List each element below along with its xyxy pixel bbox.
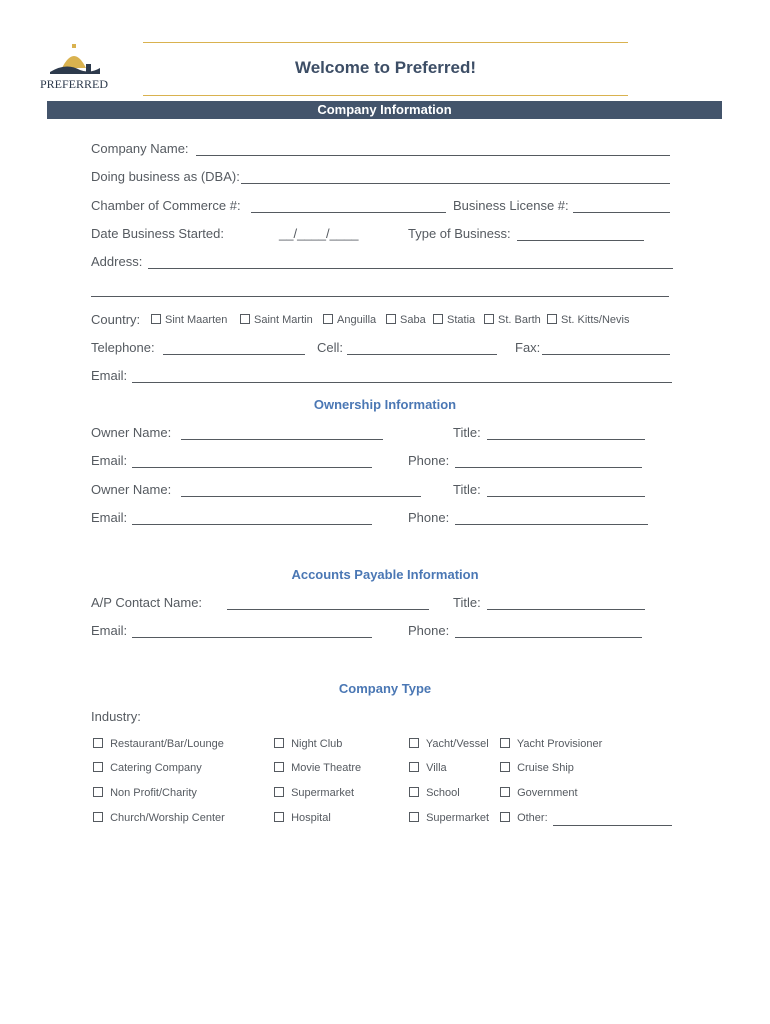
checkbox-icon	[323, 314, 333, 324]
checkbox-icon	[547, 314, 557, 324]
industry-option[interactable]: Restaurant/Bar/Lounge	[93, 738, 224, 750]
checkbox-icon	[93, 812, 103, 822]
country-option[interactable]: Saint Martin	[240, 314, 313, 326]
email-label: Email:	[91, 368, 128, 383]
owner-email-label-2: Email:	[91, 510, 128, 525]
checkbox-icon	[409, 762, 419, 772]
country-option[interactable]: Sint Maarten	[151, 314, 227, 326]
dba-label: Doing business as (DBA):	[91, 169, 240, 184]
date-started-field[interactable]: __/____/____	[279, 226, 359, 241]
checkbox-icon	[500, 812, 510, 822]
chamber-field[interactable]	[251, 212, 446, 213]
ownership-heading: Ownership Information	[313, 397, 457, 412]
ap-email-label: Email:	[91, 623, 128, 638]
checkbox-icon	[274, 738, 284, 748]
owner-name-field[interactable]	[181, 439, 383, 440]
checkbox-icon	[500, 787, 510, 797]
industry-option[interactable]: Yacht/Vessel	[409, 738, 489, 750]
checkbox-icon	[93, 787, 103, 797]
industry-option[interactable]: School	[409, 787, 460, 799]
industry-label: Industry:	[91, 709, 141, 724]
owner-name-field-2[interactable]	[181, 496, 421, 497]
fax-label: Fax:	[515, 340, 541, 355]
owner-title-field-2[interactable]	[487, 496, 645, 497]
address-field-1[interactable]	[148, 268, 673, 269]
country-option[interactable]: Saba	[386, 314, 426, 326]
country-option[interactable]: St. Barth	[484, 314, 541, 326]
fax-field[interactable]	[542, 354, 670, 355]
industry-option[interactable]: Movie Theatre	[274, 762, 361, 774]
ap-contact-label: A/P Contact Name:	[91, 595, 203, 610]
checkbox-icon	[274, 762, 284, 772]
preferred-logo	[36, 38, 112, 92]
company-name-field[interactable]	[196, 155, 670, 156]
industry-option[interactable]: Non Profit/Charity	[93, 787, 197, 799]
industry-option[interactable]: Cruise Ship	[500, 762, 574, 774]
industry-option[interactable]: Government	[500, 787, 578, 799]
owner-phone-field[interactable]	[455, 467, 642, 468]
owner-title-label: Title:	[453, 425, 481, 440]
industry-option[interactable]: Yacht Provisioner	[500, 738, 602, 750]
owner-phone-field-2[interactable]	[455, 524, 648, 525]
email-field[interactable]	[132, 382, 672, 383]
type-business-field[interactable]	[517, 240, 644, 241]
checkbox-icon	[500, 762, 510, 772]
checkbox-icon	[274, 812, 284, 822]
other-field[interactable]	[553, 825, 672, 826]
license-label: Business License #:	[453, 198, 569, 213]
checkbox-icon	[151, 314, 161, 324]
checkbox-icon	[500, 738, 510, 748]
owner-title-label-2: Title:	[453, 482, 481, 497]
industry-option[interactable]: Supermarket	[409, 812, 489, 824]
industry-option[interactable]: Hospital	[274, 812, 331, 824]
header-top-rule	[143, 42, 628, 43]
checkbox-icon	[93, 738, 103, 748]
ap-heading: Accounts Payable Information	[291, 567, 479, 582]
telephone-label: Telephone:	[91, 340, 155, 355]
country-option[interactable]: St. Kitts/Nevis	[547, 314, 629, 326]
ap-title-label: Title:	[453, 595, 481, 610]
checkbox-icon	[93, 762, 103, 772]
owner-title-field[interactable]	[487, 439, 645, 440]
logo-text: PREFERRED	[39, 77, 109, 91]
ap-contact-field[interactable]	[227, 609, 429, 610]
date-started-label: Date Business Started:	[91, 226, 224, 241]
telephone-field[interactable]	[163, 354, 305, 355]
industry-option[interactable]: Night Club	[274, 738, 342, 750]
country-option[interactable]: Statia	[433, 314, 475, 326]
chamber-label: Chamber of Commerce #:	[91, 198, 241, 213]
address-field-2[interactable]	[91, 296, 669, 297]
country-label: Country:	[91, 312, 141, 327]
cell-field[interactable]	[347, 354, 497, 355]
checkbox-icon	[240, 314, 250, 324]
industry-option[interactable]: Catering Company	[93, 762, 202, 774]
dba-field[interactable]	[241, 183, 670, 184]
checkbox-icon	[386, 314, 396, 324]
header-bottom-rule	[143, 95, 628, 96]
industry-option[interactable]: Supermarket	[274, 787, 354, 799]
page-title: Welcome to Preferred!	[294, 58, 477, 77]
company-info-bar: Company Information	[47, 101, 722, 119]
owner-phone-label-2: Phone:	[408, 510, 450, 525]
ap-email-field[interactable]	[132, 637, 372, 638]
owner-phone-label: Phone:	[408, 453, 450, 468]
owner-name-label: Owner Name:	[91, 425, 172, 440]
checkbox-icon	[409, 787, 419, 797]
ap-phone-label: Phone:	[408, 623, 450, 638]
country-option[interactable]: Anguilla	[323, 314, 376, 326]
checkbox-icon	[484, 314, 494, 324]
owner-name-label-2: Owner Name:	[91, 482, 172, 497]
cell-label: Cell:	[317, 340, 344, 355]
type-business-label: Type of Business:	[408, 226, 511, 241]
checkbox-icon	[274, 787, 284, 797]
owner-email-label: Email:	[91, 453, 128, 468]
owner-email-field-2[interactable]	[132, 524, 372, 525]
checkbox-icon	[409, 812, 419, 822]
company-type-heading: Company Type	[338, 681, 432, 696]
checkbox-icon	[433, 314, 443, 324]
checkbox-icon	[409, 738, 419, 748]
owner-email-field[interactable]	[132, 467, 372, 468]
ap-title-field[interactable]	[487, 609, 645, 610]
industry-option[interactable]: Church/Worship Center	[93, 812, 225, 824]
license-field[interactable]	[573, 212, 670, 213]
company-name-label: Company Name:	[91, 141, 189, 156]
address-label: Address:	[91, 254, 143, 269]
ap-phone-field[interactable]	[455, 637, 642, 638]
industry-option[interactable]: Villa	[409, 762, 447, 774]
industry-option-other[interactable]: Other:	[500, 812, 548, 824]
